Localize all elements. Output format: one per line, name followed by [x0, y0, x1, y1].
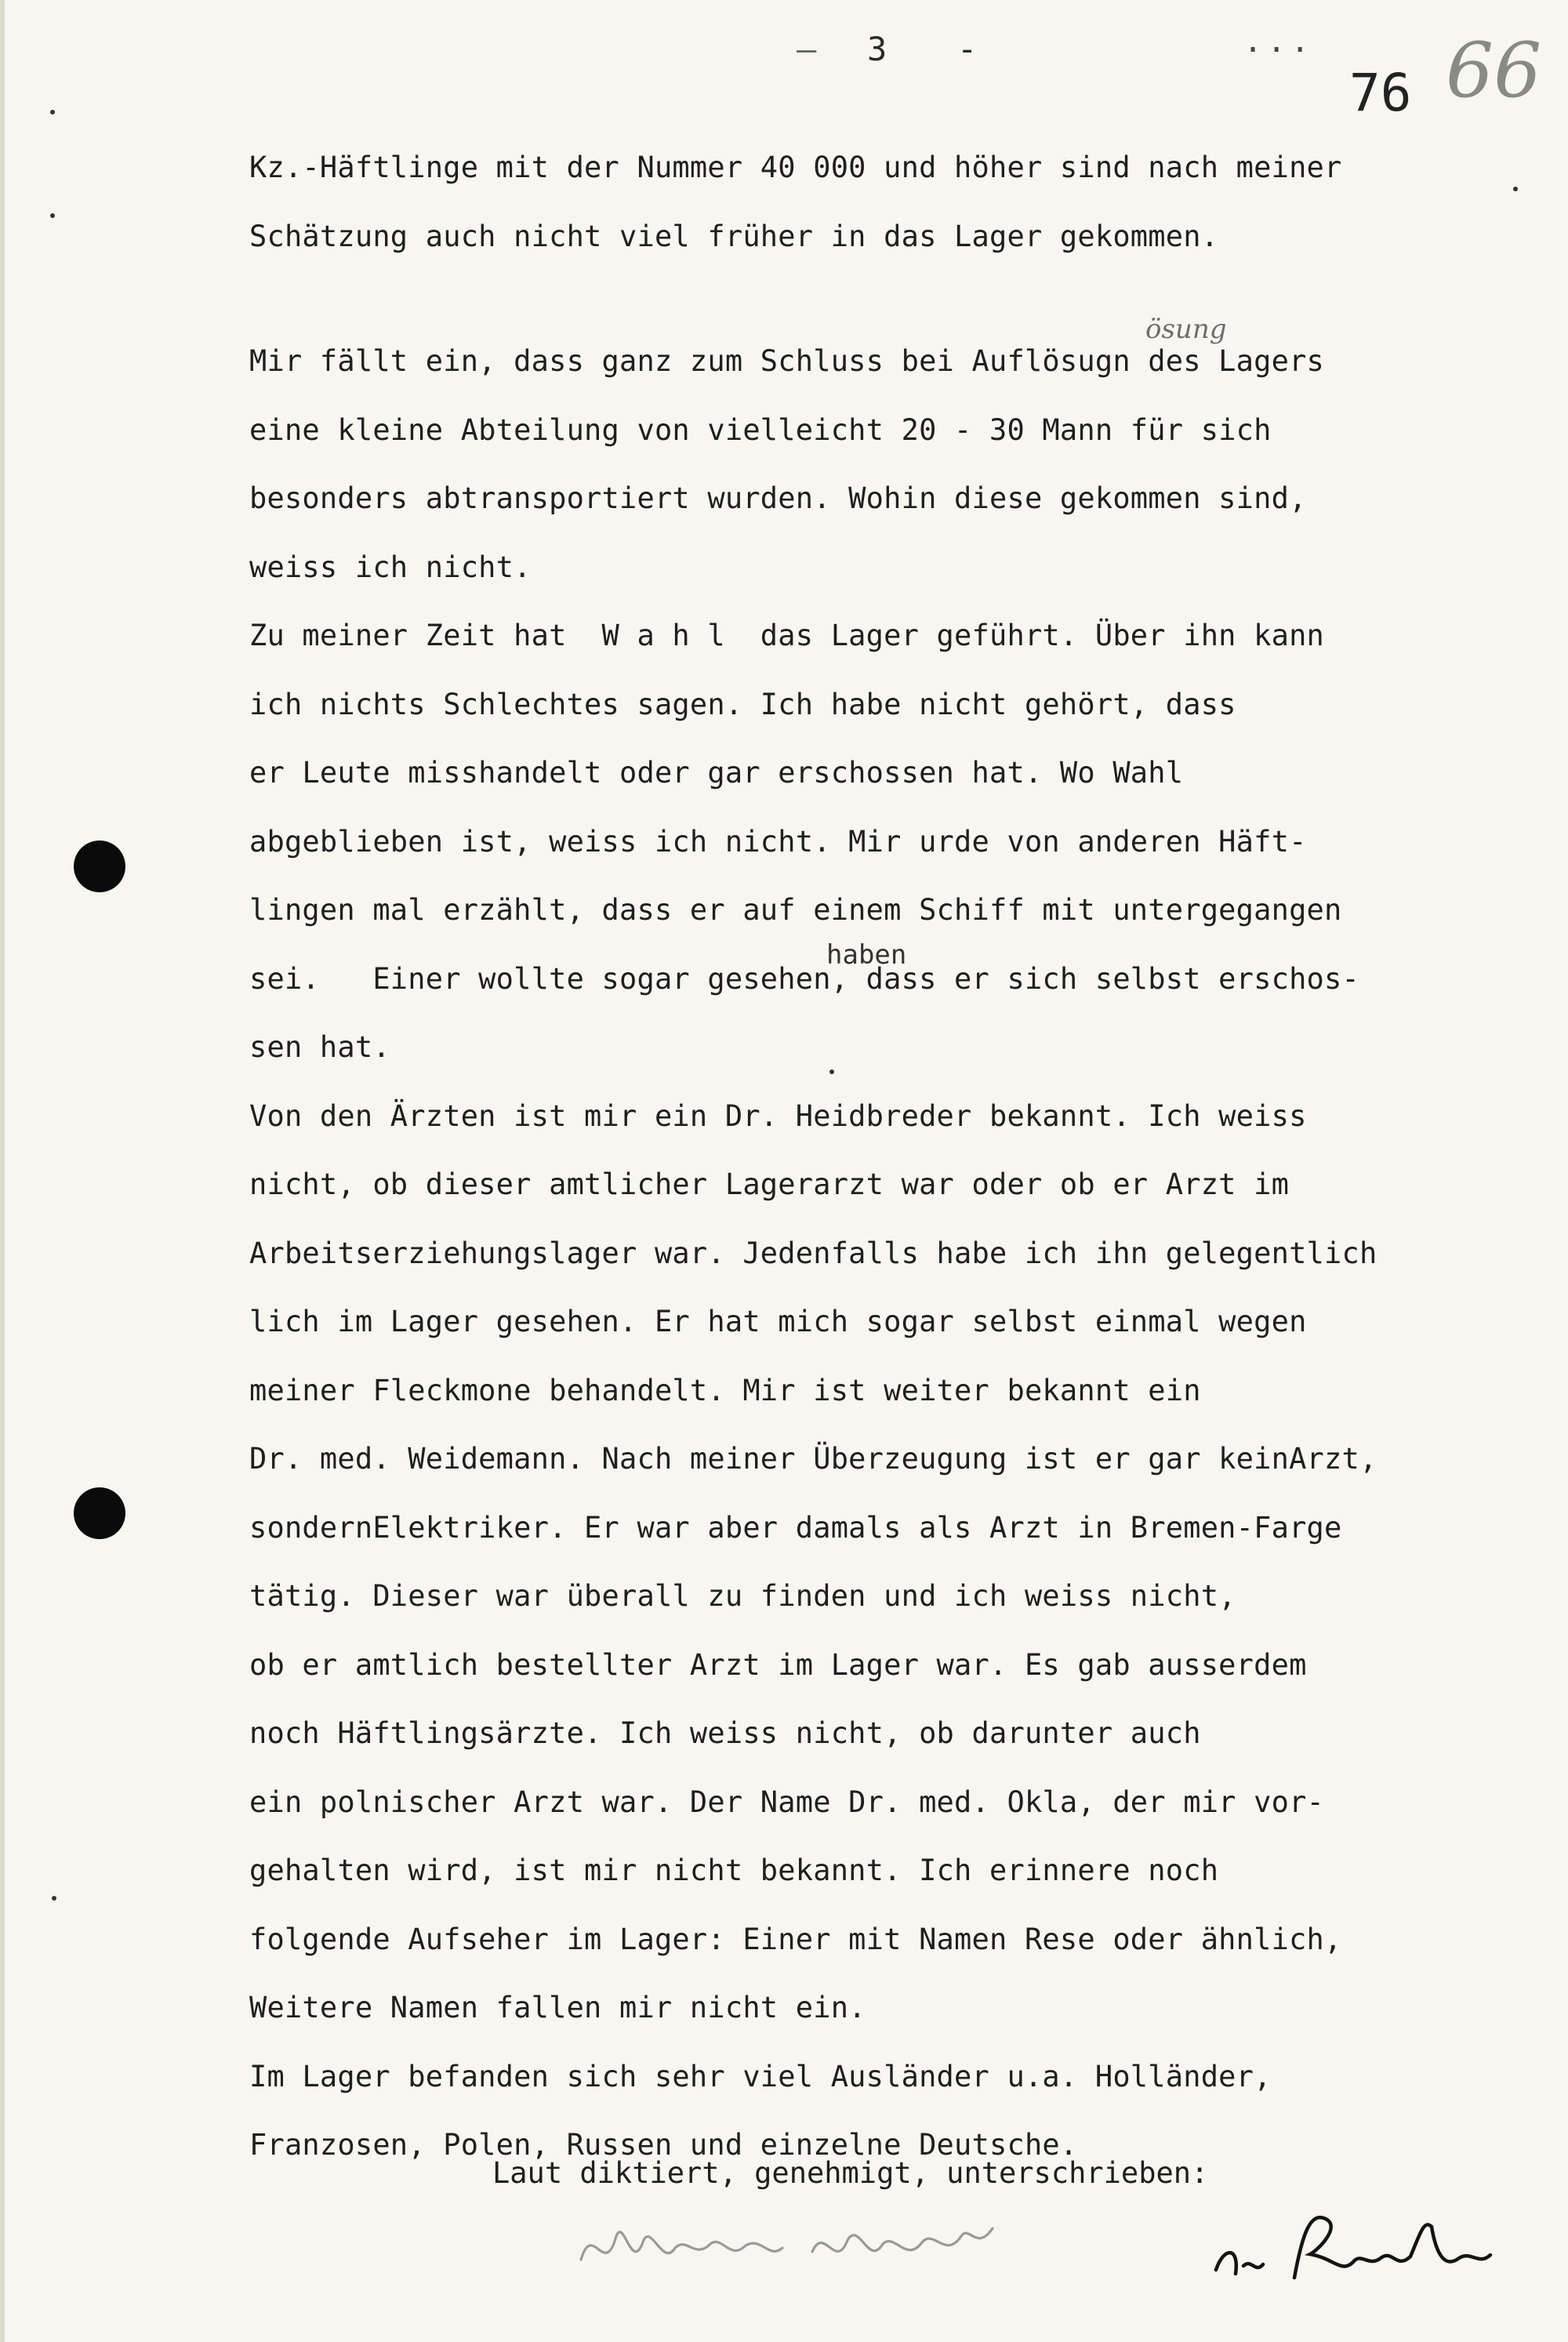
- text-line: besonders abtransportiert wurden. Wohin diese gekommen sind,: [249, 481, 1307, 515]
- text-line: ich nichts Schlechtes sagen. Ich habe nicht gehört, dass: [249, 687, 1236, 721]
- text-line: lich im Lager gesehen. Er hat mich sogar selbst einmal wegen: [249, 1305, 1307, 1338]
- text-line: ob er amtlich bestellter Arzt im Lager war. Es gab ausserdem: [249, 1647, 1307, 1682]
- signature-right: [1208, 2203, 1498, 2289]
- text-line: nicht, ob dieser amtlicher Lagerarzt war oder ob er Arzt im: [249, 1167, 1290, 1201]
- text-line: Dr. med. Weidemann. Nach meiner Überzeugung ist er gar keinArzt,: [249, 1442, 1377, 1476]
- text-line: meiner Fleckmone behandelt. Mir ist weiter bekannt ein: [249, 1373, 1201, 1407]
- folio-number-typed: 76: [1349, 63, 1412, 123]
- text-line: Zu meiner Zeit hat W a h l das Lager geführt. Über ihn kann: [249, 619, 1325, 652]
- interlinear-correction: haben: [826, 939, 907, 971]
- statement-body: [249, 133, 1535, 2180]
- margin-speck: [52, 1896, 56, 1901]
- text-line: Arbeitserziehungslager war. Jedenfalls habe ich ihn gelegentlich: [249, 1236, 1377, 1270]
- page-number: 3: [867, 30, 887, 68]
- text-line: eine kleine Abteilung von vielleicht 20 - 30 Mann für sich: [249, 412, 1272, 447]
- text-line: weiss ich nicht.: [249, 550, 532, 584]
- signature-left: [577, 2205, 1000, 2291]
- text-line: er Leute misshandelt oder gar erschossen hat. Wo Wahl: [249, 756, 1184, 790]
- margin-speck: [50, 110, 55, 114]
- punch-hole-upper: [74, 841, 125, 892]
- text-line: Von den Ärzten ist mir ein Dr. Heidbreder bekannt. Ich weiss: [249, 1098, 1307, 1133]
- text-line: Mir fällt ein, dass ganz zum Schluss bei Auflösugn des Lagers: [249, 344, 1325, 378]
- text-line: abgeblieben ist, weiss ich nicht. Mir urde von anderen Häft-: [249, 824, 1307, 859]
- punch-hole-lower: [74, 1487, 125, 1539]
- text-line: gehalten wird, ist mir nicht bekannt. Ich erinnere noch: [249, 1854, 1219, 1887]
- paragraph-gap: [249, 271, 1535, 327]
- text-line: tätig. Dieser war überall zu finden und ich weiss nicht,: [249, 1579, 1236, 1613]
- text-line: sondernElektriker. Er war aber damals als Arzt in Bremen-Farge: [249, 1510, 1342, 1545]
- text-line: ein polnischer Arzt war. Der Name Dr. med. Okla, der mir vor-: [249, 1785, 1325, 1819]
- text-line: sen hat.: [249, 1030, 390, 1064]
- header-dash-right: -: [957, 30, 978, 68]
- text-line: Im Lager befanden sich sehr viel Ausländer u.a. Holländer,: [249, 2059, 1272, 2093]
- margin-speck: [50, 213, 55, 218]
- text-line: sei. Einer wollte sogar gesehen, dass er sich selbst erschos-: [249, 961, 1359, 996]
- header-dots: ...: [1243, 24, 1315, 60]
- text-line: noch Häftlingsärzte. Ich weiss nicht, ob darunter auch: [249, 1716, 1201, 1750]
- paragraph-block-2: [249, 327, 1535, 2180]
- text-line: Kz.-Häftlinge mit der Nummer 40 000 und höher sind nach meiner: [249, 151, 1342, 184]
- text-line: Franzosen, Polen, Russen und einzelne Deutsche.: [249, 2128, 1078, 2162]
- text-line: Weitere Namen fallen mir nicht ein.: [249, 1991, 866, 2024]
- text-line: lingen mal erzählt, dass er auf einem Schiff mit untergegangen: [249, 893, 1342, 927]
- closing-formula: Laut diktiert, genehmigt, unterschrieben:: [492, 2156, 1209, 2190]
- text-line: Schätzung auch nicht viel früher in das Lager gekommen.: [249, 219, 1219, 253]
- folio-number-handwritten: 66: [1446, 27, 1542, 114]
- text-line: folgende Aufseher im Lager: Einer mit Namen Rese oder ähnlich,: [249, 1922, 1342, 1956]
- paragraph-block-1: [249, 133, 1535, 271]
- interlinear-correction: ösung: [1145, 314, 1227, 345]
- header-dash-left: –: [797, 30, 817, 68]
